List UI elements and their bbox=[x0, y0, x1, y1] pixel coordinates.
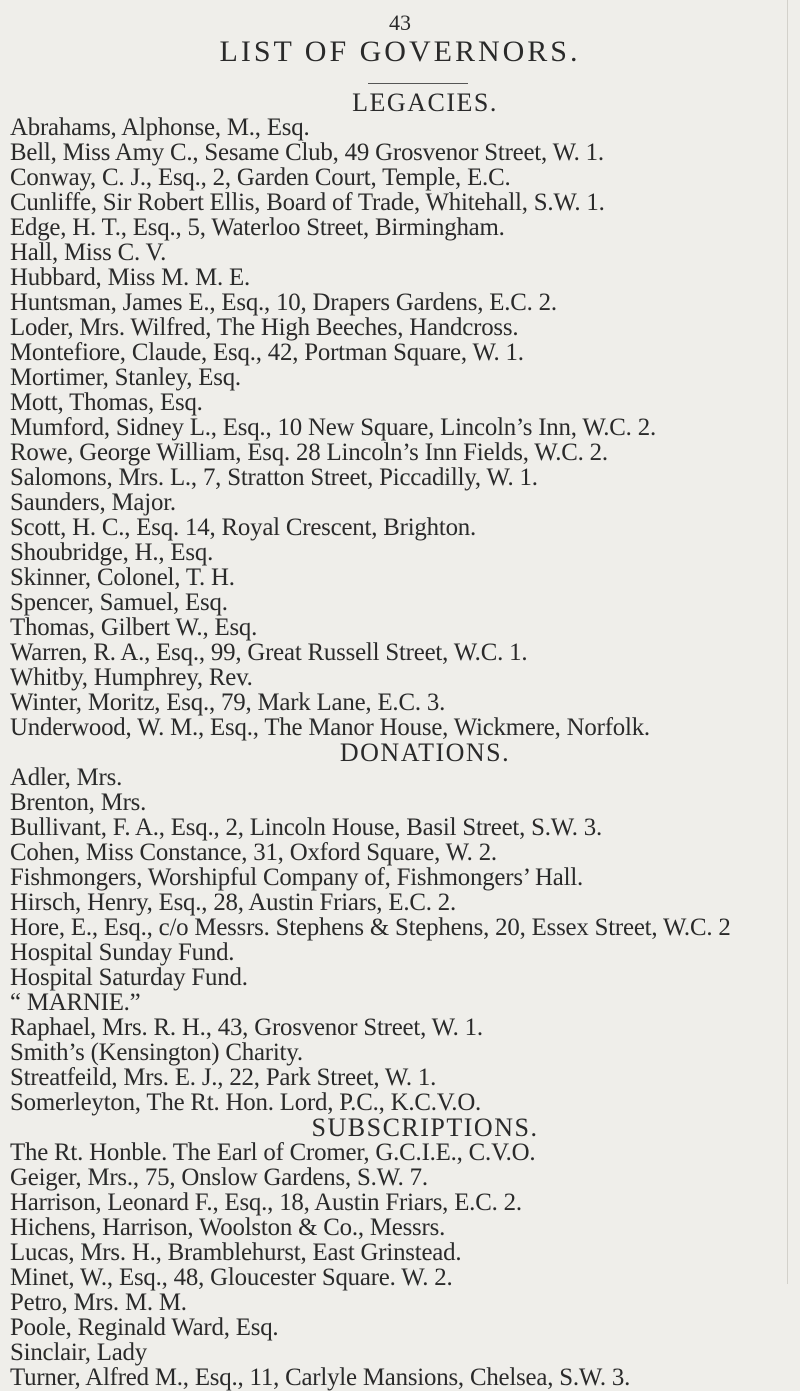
list-item: Skinner, Colonel, T. H. bbox=[10, 564, 235, 591]
list-item: Shoubridge, H., Esq. bbox=[10, 539, 214, 566]
list-item: Geiger, Mrs., 75, Onslow Gardens, S.W. 7. bbox=[10, 1164, 428, 1191]
list-item: Abrahams, Alphonse, M., Esq. bbox=[10, 114, 310, 141]
page-number: 43 bbox=[389, 10, 411, 35]
list-item: Loder, Mrs. Wilfred, The High Beeches, Handcross. bbox=[10, 314, 519, 341]
page-title: LIST OF GOVERNORS. bbox=[219, 35, 581, 68]
list-item: Somerleyton, The Rt. Hon. Lord, P.C., K.C.V.O. bbox=[10, 1089, 482, 1116]
title-rule bbox=[368, 83, 468, 84]
list-item: Spencer, Samuel, Esq. bbox=[10, 589, 228, 616]
list-item: “ MARNIE.” bbox=[10, 989, 141, 1016]
section-0 bbox=[10, 90, 800, 740]
section-heading: DONATIONS. bbox=[339, 738, 511, 767]
list-item: Lucas, Mrs. H., Bramblehurst, East Grinstead. bbox=[10, 1239, 462, 1266]
list-item: Hospital Sunday Fund. bbox=[10, 939, 235, 966]
list-item: Fishmongers, Worshipful Company of, Fishmongers’ Hall. bbox=[10, 864, 584, 891]
list-item: Smith’s (Kensington) Charity. bbox=[10, 1039, 303, 1066]
section-1 bbox=[10, 740, 800, 1115]
list-item: Rowe, George William, Esq. 28 Lincoln’s Inn Fields, W.C. 2. bbox=[10, 439, 608, 466]
list-item: The Rt. Honble. The Earl of Cromer, G.C.I.E., C.V.O. bbox=[10, 1139, 536, 1166]
list-item: Hospital Saturday Fund. bbox=[10, 964, 248, 991]
list-item: Adler, Mrs. bbox=[10, 764, 123, 791]
list-item: Whitby, Humphrey, Rev. bbox=[10, 664, 253, 691]
list-item: Winter, Moritz, Esq., 79, Mark Lane, E.C. 3. bbox=[10, 689, 446, 716]
list-item: Sinclair, Lady bbox=[10, 1339, 148, 1366]
list-item: Petro, Mrs. M. M. bbox=[10, 1289, 187, 1316]
governors-list bbox=[10, 90, 800, 1390]
list-item: Saunders, Major. bbox=[10, 489, 176, 516]
list-item: Conway, C. J., Esq., 2, Garden Court, Temple, E.C. bbox=[10, 164, 511, 191]
list-item: Hichens, Harrison, Woolston & Co., Messrs. bbox=[10, 1214, 446, 1241]
list-item: Mortimer, Stanley, Esq. bbox=[10, 364, 241, 391]
list-item: Huntsman, James E., Esq., 10, Drapers Gardens, E.C. 2. bbox=[10, 289, 557, 316]
list-item: Montefiore, Claude, Esq., 42, Portman Square, W. 1. bbox=[10, 339, 524, 366]
list-item: Streatfeild, Mrs. E. J., 22, Park Street, W. 1. bbox=[10, 1064, 437, 1091]
list-item: Edge, H. T., Esq., 5, Waterloo Street, Birmingham. bbox=[10, 214, 505, 241]
list-item: Mott, Thomas, Esq. bbox=[10, 389, 203, 416]
list-item: Hirsch, Henry, Esq., 28, Austin Friars, E.C. 2. bbox=[10, 889, 456, 916]
list-item: Harrison, Leonard F., Esq., 18, Austin Friars, E.C. 2. bbox=[10, 1189, 522, 1216]
section-2 bbox=[10, 1115, 800, 1390]
list-item: Warren, R. A., Esq., 99, Great Russell Street, W.C. 1. bbox=[10, 639, 528, 666]
list-item: Turner, Alfred M., Esq., 11, Carlyle Mansions, Chelsea, S.W. 3. bbox=[10, 1364, 631, 1391]
list-item: Cohen, Miss Constance, 31, Oxford Square, W. 2. bbox=[10, 839, 497, 866]
list-item: Mumford, Sidney L., Esq., 10 New Square, Lincoln’s Inn, W.C. 2. bbox=[10, 414, 656, 441]
list-item: Minet, W., Esq., 48, Gloucester Square. W. 2. bbox=[10, 1264, 453, 1291]
section-heading: SUBSCRIPTIONS. bbox=[311, 1113, 539, 1142]
list-item: Scott, H. C., Esq. 14, Royal Crescent, Brighton. bbox=[10, 514, 477, 541]
list-item: Poole, Reginald Ward, Esq. bbox=[10, 1314, 279, 1341]
list-item: Brenton, Mrs. bbox=[10, 789, 147, 816]
list-item: Underwood, W. M., Esq., The Manor House, Wickmere, Norfolk. bbox=[10, 714, 650, 741]
list-item: Hore, E., Esq., c/o Messrs. Stephens & Stephens, 20, Essex Street, W.C. 2 bbox=[10, 914, 731, 941]
list-item: Hall, Miss C. V. bbox=[10, 239, 167, 266]
list-item: Bullivant, F. A., Esq., 2, Lincoln House, Basil Street, S.W. 3. bbox=[10, 814, 603, 841]
list-item: Raphael, Mrs. R. H., 43, Grosvenor Street, W. 1. bbox=[10, 1014, 483, 1041]
list-item: Cunliffe, Sir Robert Ellis, Board of Trade, Whitehall, S.W. 1. bbox=[10, 189, 605, 216]
list-item: Thomas, Gilbert W., Esq. bbox=[10, 614, 258, 641]
list-item: Salomons, Mrs. L., 7, Stratton Street, Piccadilly, W. 1. bbox=[10, 464, 538, 491]
section-heading: LEGACIES. bbox=[352, 88, 498, 117]
list-item: Bell, Miss Amy C., Sesame Club, 49 Grosvenor Street, W. 1. bbox=[10, 139, 604, 166]
list-item: Hubbard, Miss M. M. E. bbox=[10, 264, 250, 291]
